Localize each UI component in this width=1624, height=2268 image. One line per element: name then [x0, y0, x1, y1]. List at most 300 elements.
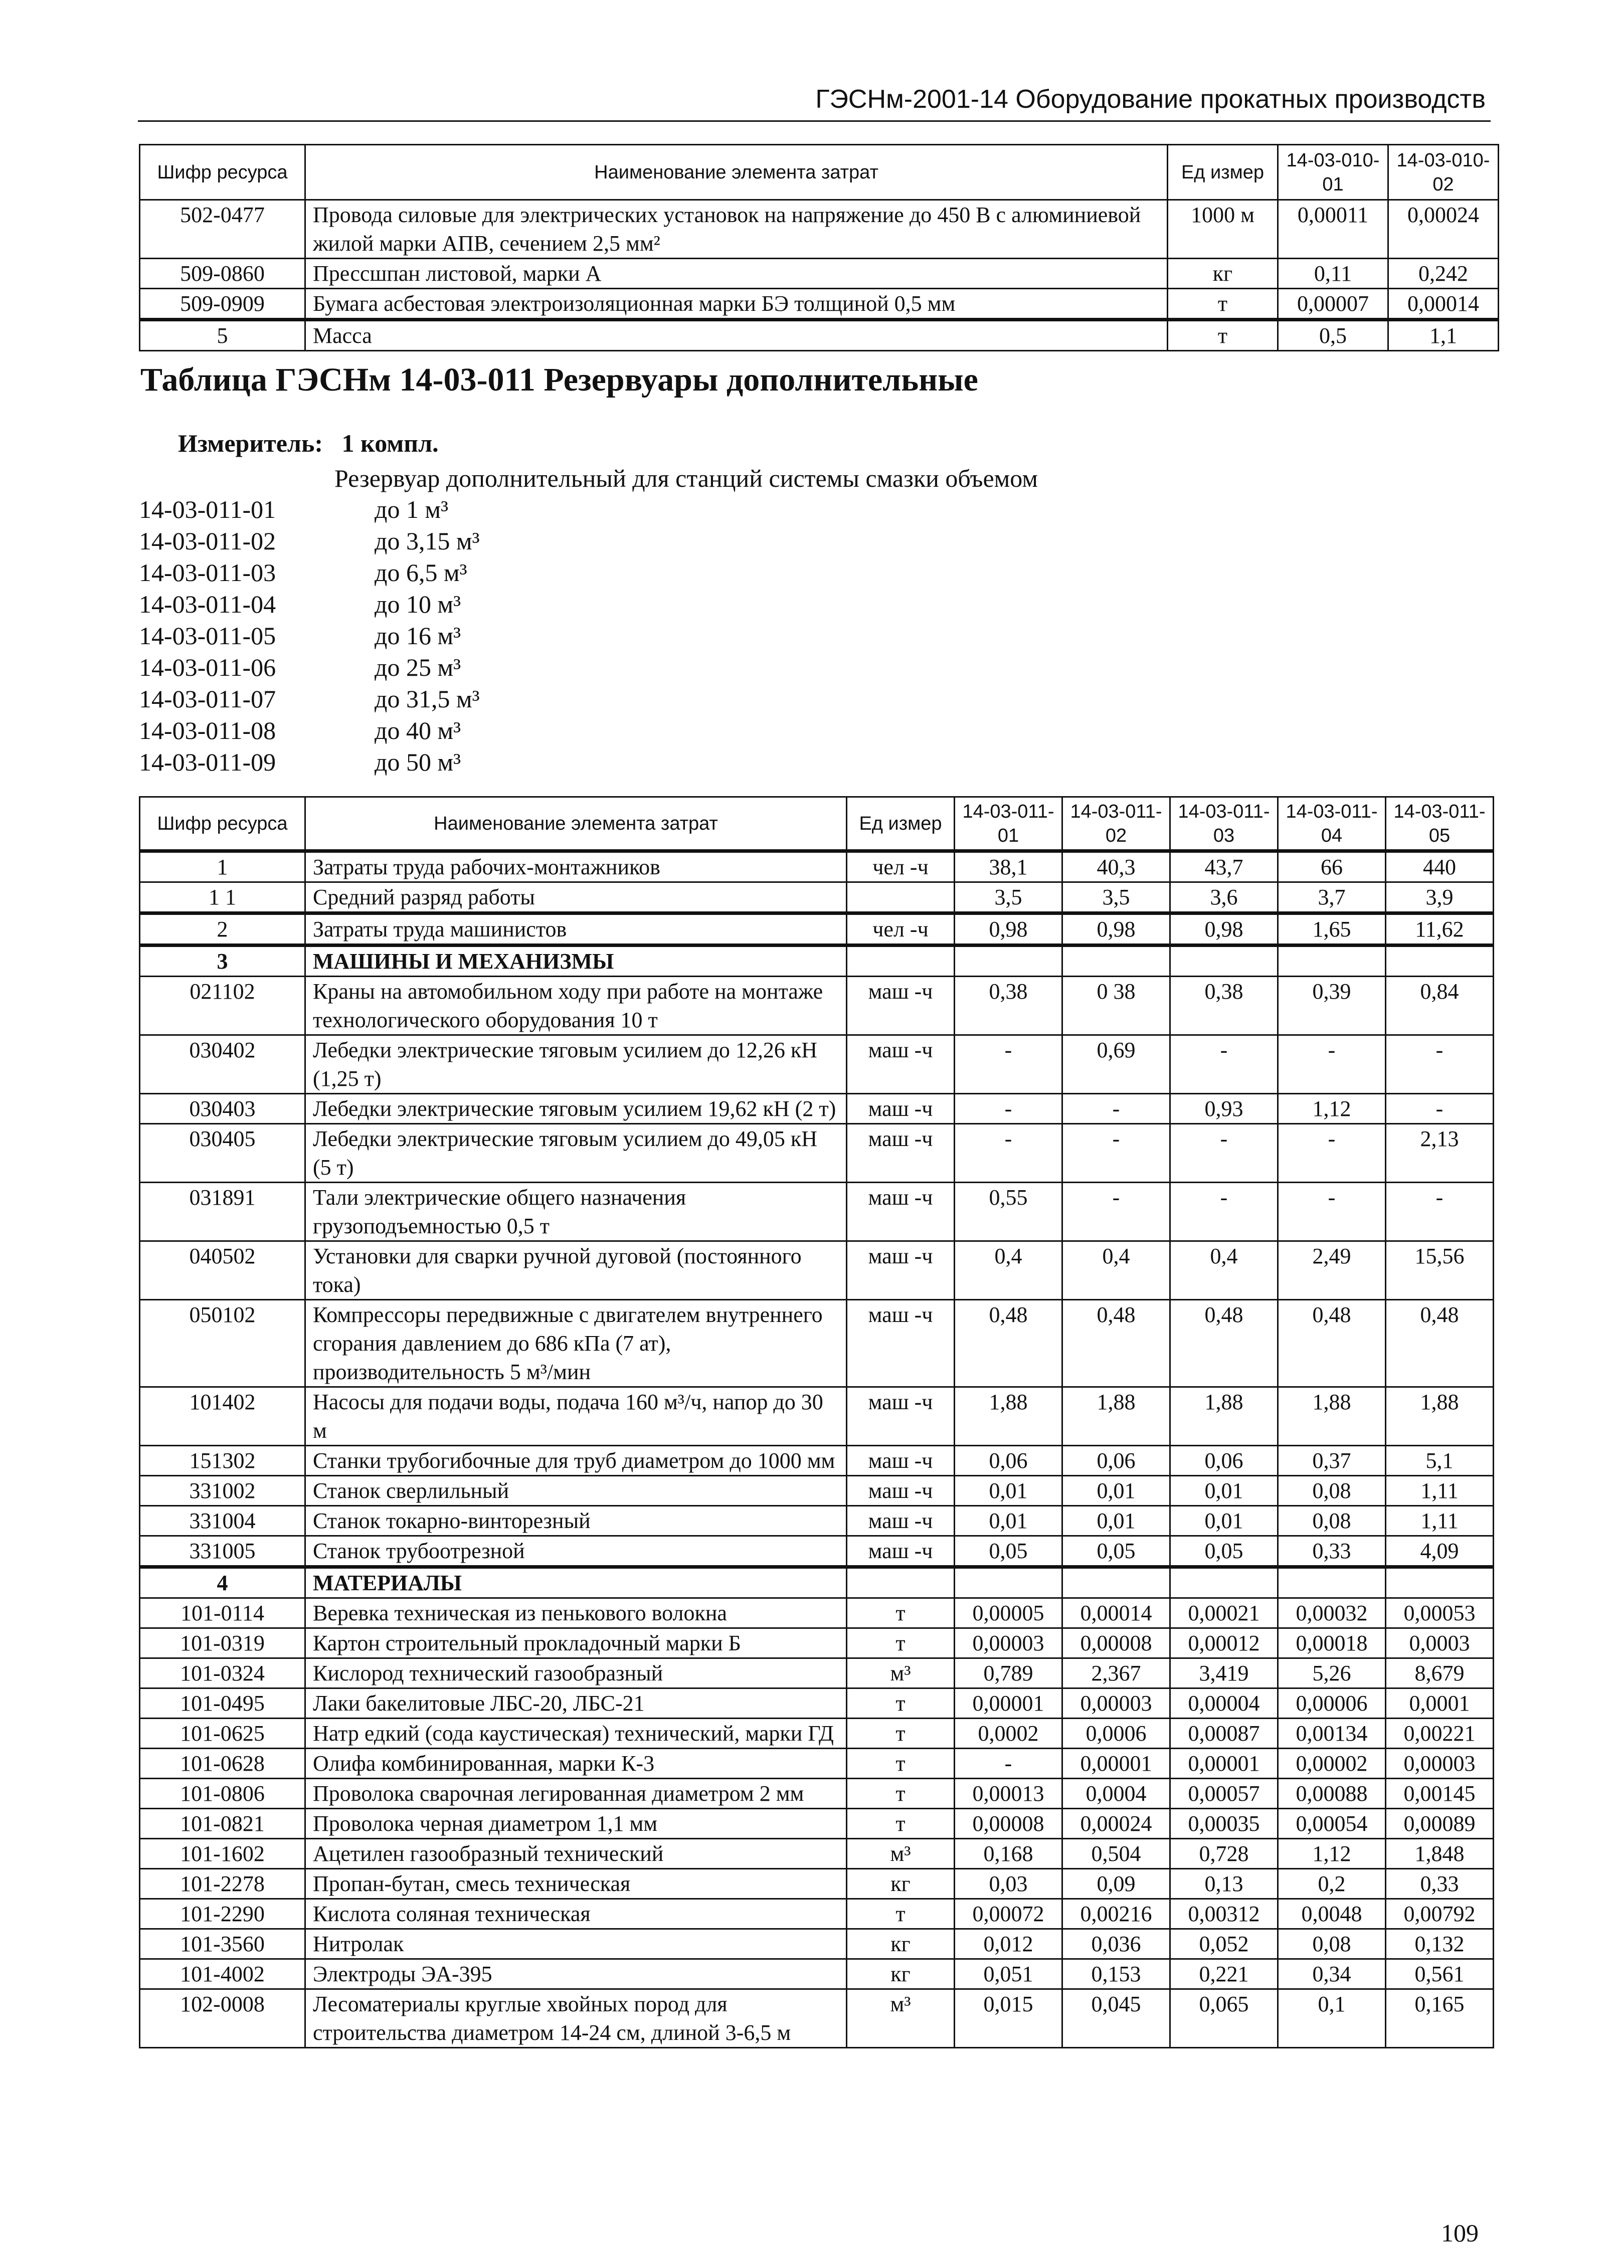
- resource-code-cell: 030403: [140, 1094, 305, 1124]
- value-cell: -: [1278, 1183, 1386, 1241]
- header-cell: 14-03-010-01: [1278, 145, 1388, 200]
- value-cell: [1062, 946, 1170, 977]
- value-cell: 0,00001: [955, 1688, 1062, 1719]
- unit-cell: маш -ч: [847, 1241, 955, 1300]
- value-cell: 0,0002: [955, 1719, 1062, 1749]
- value-cell: 1,65: [1278, 913, 1386, 946]
- value-cell: 0,05: [1062, 1536, 1170, 1567]
- resource-name-cell: Лебедки электрические тяговым усилием до 12,26 кН (1,25 т): [305, 1035, 847, 1094]
- resource-name-cell: Лебедки электрические тяговым усилием 19,62 кН (2 т): [305, 1094, 847, 1124]
- value-cell: 0,01: [955, 1476, 1062, 1506]
- header-cell: Ед измер: [847, 797, 955, 851]
- table-row: [140, 1719, 1494, 1749]
- value-cell: 0,00024: [1388, 200, 1499, 259]
- value-cell: 0,38: [955, 977, 1062, 1035]
- resource-code-cell: 102-0008: [140, 1989, 305, 2048]
- value-cell: 0,33: [1278, 1536, 1386, 1567]
- resource-table-010: [139, 144, 1499, 351]
- value-cell: 0,012: [955, 1929, 1062, 1959]
- resource-name-cell: Кислород технический газообразный: [305, 1658, 847, 1688]
- value-cell: 0,00014: [1388, 289, 1499, 320]
- value-cell: 0,00003: [1062, 1688, 1170, 1719]
- header-cell: Наименование элемента затрат: [305, 145, 1168, 200]
- value-cell: 0,561: [1386, 1959, 1494, 1989]
- resource-code-cell: 101-1602: [140, 1839, 305, 1869]
- unit-cell: т: [847, 1688, 955, 1719]
- value-cell: -: [1062, 1094, 1170, 1124]
- measure-line: [178, 429, 439, 458]
- variant-text: до 10 м³: [375, 590, 461, 618]
- unit-cell: маш -ч: [847, 977, 955, 1035]
- value-cell: 0,33: [1386, 1869, 1494, 1899]
- unit-cell: маш -ч: [847, 1387, 955, 1446]
- value-cell: 0,052: [1170, 1929, 1278, 1959]
- value-cell: 0,98: [955, 913, 1062, 946]
- value-cell: 440: [1386, 851, 1494, 882]
- table-row: [140, 1446, 1494, 1476]
- variant-text: до 40 м³: [375, 716, 461, 744]
- unit-cell: кг: [847, 1929, 955, 1959]
- resource-code-cell: 502-0477: [140, 200, 305, 259]
- resource-name-cell: Кислота соляная техническая: [305, 1899, 847, 1929]
- value-cell: 0,4: [1062, 1241, 1170, 1300]
- value-cell: 0,00001: [1062, 1749, 1170, 1779]
- value-cell: [1170, 946, 1278, 977]
- value-cell: 2,13: [1386, 1124, 1494, 1183]
- value-cell: 0,00013: [955, 1779, 1062, 1809]
- resource-name-cell: Средний разряд работы: [305, 882, 847, 913]
- value-cell: 4,09: [1386, 1536, 1494, 1567]
- resource-name-cell: Ацетилен газообразный технический: [305, 1839, 847, 1869]
- value-cell: 0,065: [1170, 1989, 1278, 2048]
- value-cell: 0,01: [955, 1506, 1062, 1536]
- variant-text: до 6,5 м³: [375, 558, 467, 587]
- value-cell: 0,00007: [1278, 289, 1388, 320]
- value-cell: 0,13: [1170, 1869, 1278, 1899]
- value-cell: 8,679: [1386, 1658, 1494, 1688]
- variant-code: 14-03-011-08: [139, 716, 276, 744]
- variant-code: 14-03-011-09: [139, 748, 276, 776]
- value-cell: 0,00216: [1062, 1899, 1170, 1929]
- unit-cell: т: [847, 1719, 955, 1749]
- value-cell: 0,0003: [1386, 1628, 1494, 1658]
- resource-name-cell: Картон строительный прокладочный марки Б: [305, 1628, 847, 1658]
- value-cell: 0,00072: [955, 1899, 1062, 1929]
- value-cell: 66: [1278, 851, 1386, 882]
- value-cell: 3,6: [1170, 882, 1278, 913]
- resource-code-cell: 509-0909: [140, 289, 305, 320]
- table-row: [140, 913, 1494, 946]
- value-cell: 0,48: [955, 1300, 1062, 1387]
- value-cell: 0,00792: [1386, 1899, 1494, 1929]
- resource-code-cell: 101-2290: [140, 1899, 305, 1929]
- variant-description: Резервуар дополнительный для станций системы смазки объемом: [334, 464, 1038, 492]
- resource-name-cell: Натр едкий (сода каустическая) технический, марки ГД: [305, 1719, 847, 1749]
- value-cell: -: [1386, 1094, 1494, 1124]
- header-cell: 14-03-011-04: [1278, 797, 1386, 851]
- value-cell: 0,036: [1062, 1929, 1170, 1959]
- value-cell: 0,168: [955, 1839, 1062, 1869]
- variant-item: [139, 715, 480, 746]
- value-cell: -: [1170, 1124, 1278, 1183]
- resource-code-cell: 101402: [140, 1387, 305, 1446]
- table-title: Таблица ГЭСНм 14-03-011 Резервуары дополнительные: [140, 361, 978, 398]
- value-cell: 0,00145: [1386, 1779, 1494, 1809]
- resource-name-cell: Лебедки электрические тяговым усилием до 49,05 кН (5 т): [305, 1124, 847, 1183]
- value-cell: 1,1: [1388, 320, 1499, 351]
- resource-code-cell: 101-3560: [140, 1929, 305, 1959]
- value-cell: 0,08: [1278, 1476, 1386, 1506]
- resource-code-cell: 331004: [140, 1506, 305, 1536]
- value-cell: 0,00089: [1386, 1809, 1494, 1839]
- value-cell: 0,1: [1278, 1989, 1386, 2048]
- table-row: [140, 1506, 1494, 1536]
- value-cell: 0,504: [1062, 1839, 1170, 1869]
- table-row: [140, 1959, 1494, 1989]
- unit-cell: маш -ч: [847, 1506, 955, 1536]
- unit-cell: т: [847, 1779, 955, 1809]
- header-cell: Ед измер: [1168, 145, 1278, 200]
- value-cell: 0,00011: [1278, 200, 1388, 259]
- value-cell: -: [1062, 1183, 1170, 1241]
- resource-code-cell: 101-0495: [140, 1688, 305, 1719]
- resource-code-cell: 101-0806: [140, 1779, 305, 1809]
- resource-name-cell: Прессшпан листовой, марки А: [305, 259, 1168, 289]
- resource-name-cell: Станки трубогибочные для труб диаметром до 1000 мм: [305, 1446, 847, 1476]
- value-cell: 40,3: [1062, 851, 1170, 882]
- unit-cell: [847, 946, 955, 977]
- value-cell: [955, 1567, 1062, 1598]
- table-row: [140, 259, 1499, 289]
- resource-code-cell: 331002: [140, 1476, 305, 1506]
- value-cell: 0,00018: [1278, 1628, 1386, 1658]
- value-cell: 0,00053: [1386, 1598, 1494, 1628]
- value-cell: 1,88: [1170, 1387, 1278, 1446]
- value-cell: -: [955, 1094, 1062, 1124]
- value-cell: 0,045: [1062, 1989, 1170, 2048]
- resource-name-cell: Станок сверлильный: [305, 1476, 847, 1506]
- value-cell: 0,242: [1388, 259, 1499, 289]
- value-cell: [1278, 946, 1386, 977]
- value-cell: 0,00004: [1170, 1688, 1278, 1719]
- value-cell: [1170, 1567, 1278, 1598]
- value-cell: 0,00003: [955, 1628, 1062, 1658]
- value-cell: 3,5: [1062, 882, 1170, 913]
- resource-name-cell: Масса: [305, 320, 1168, 351]
- value-cell: 15,56: [1386, 1241, 1494, 1300]
- variant-code: 14-03-011-05: [139, 622, 276, 650]
- variant-text: до 25 м³: [375, 653, 461, 681]
- table-row: [140, 1628, 1494, 1658]
- value-cell: 0,00021: [1170, 1598, 1278, 1628]
- resource-code-cell: 331005: [140, 1536, 305, 1567]
- resource-name-cell: Нитролак: [305, 1929, 847, 1959]
- resource-name-cell: Установки для сварки ручной дуговой (постоянного тока): [305, 1241, 847, 1300]
- resource-code-cell: 030402: [140, 1035, 305, 1094]
- value-cell: -: [1386, 1183, 1494, 1241]
- value-cell: 0,2: [1278, 1869, 1386, 1899]
- value-cell: 0,98: [1170, 913, 1278, 946]
- value-cell: 0,01: [1170, 1476, 1278, 1506]
- value-cell: 1,88: [1062, 1387, 1170, 1446]
- resource-name-cell: Олифа комбинированная, марки К-3: [305, 1749, 847, 1779]
- value-cell: 0,00008: [955, 1809, 1062, 1839]
- unit-cell: 1000 м: [1168, 200, 1278, 259]
- value-cell: 0,08: [1278, 1929, 1386, 1959]
- value-cell: 0,03: [955, 1869, 1062, 1899]
- unit-cell: маш -ч: [847, 1536, 955, 1567]
- table-row: [140, 1035, 1494, 1094]
- value-cell: 0,34: [1278, 1959, 1386, 1989]
- value-cell: 0,153: [1062, 1959, 1170, 1989]
- table-row: [140, 1809, 1494, 1839]
- table-row: [140, 1929, 1494, 1959]
- unit-cell: [847, 882, 955, 913]
- resource-code-cell: 1: [140, 851, 305, 882]
- resource-code-cell: 040502: [140, 1241, 305, 1300]
- value-cell: 0,00003: [1386, 1749, 1494, 1779]
- value-cell: 0,00032: [1278, 1598, 1386, 1628]
- resource-name-cell: Лесоматериалы круглые хвойных пород для строительства диаметром 14-24 см, длиной 3-6,5 м: [305, 1989, 847, 2048]
- variant-text: до 3,15 м³: [375, 527, 480, 555]
- value-cell: [1386, 1567, 1494, 1598]
- value-cell: 5,1: [1386, 1446, 1494, 1476]
- value-cell: 0,0001: [1386, 1688, 1494, 1719]
- value-cell: 3,7: [1278, 882, 1386, 913]
- value-cell: 0,01: [1062, 1506, 1170, 1536]
- value-cell: 0,09: [1062, 1869, 1170, 1899]
- unit-cell: м³: [847, 1658, 955, 1688]
- variant-item: [139, 589, 480, 620]
- value-cell: 3,9: [1386, 882, 1494, 913]
- value-cell: 0,00312: [1170, 1899, 1278, 1929]
- unit-cell: м³: [847, 1989, 955, 2048]
- value-cell: 0,06: [955, 1446, 1062, 1476]
- value-cell: [1062, 1567, 1170, 1598]
- header-cell: Шифр ресурса: [140, 797, 305, 851]
- value-cell: 0,00057: [1170, 1779, 1278, 1809]
- value-cell: 38,1: [955, 851, 1062, 882]
- resource-code-cell: 1 1: [140, 882, 305, 913]
- resource-name-cell: Проволока черная диаметром 1,1 мм: [305, 1809, 847, 1839]
- resource-table-011: [139, 796, 1494, 2048]
- unit-cell: кг: [847, 1869, 955, 1899]
- value-cell: 0,00221: [1386, 1719, 1494, 1749]
- value-cell: 1,88: [1386, 1387, 1494, 1446]
- unit-cell: т: [847, 1598, 955, 1628]
- table-row: [140, 1241, 1494, 1300]
- value-cell: 1,11: [1386, 1506, 1494, 1536]
- table-row: [140, 1989, 1494, 2048]
- table-row: [140, 1094, 1494, 1124]
- variant-item: [139, 683, 480, 715]
- value-cell: 3,419: [1170, 1658, 1278, 1688]
- value-cell: 0,0048: [1278, 1899, 1386, 1929]
- value-cell: 0,132: [1386, 1929, 1494, 1959]
- value-cell: 43,7: [1170, 851, 1278, 882]
- resource-name-cell: МАШИНЫ И МЕХАНИЗМЫ: [305, 946, 847, 977]
- table-row: [140, 1183, 1494, 1241]
- value-cell: 0,00134: [1278, 1719, 1386, 1749]
- unit-cell: маш -ч: [847, 1094, 955, 1124]
- value-cell: 1,12: [1278, 1094, 1386, 1124]
- value-cell: 0,00035: [1170, 1809, 1278, 1839]
- value-cell: 0,06: [1170, 1446, 1278, 1476]
- value-cell: -: [1278, 1124, 1386, 1183]
- unit-cell: т: [1168, 289, 1278, 320]
- section-row: [140, 1567, 1494, 1598]
- value-cell: 0,221: [1170, 1959, 1278, 1989]
- unit-cell: т: [847, 1899, 955, 1929]
- value-cell: 11,62: [1386, 913, 1494, 946]
- resource-code-cell: 101-0114: [140, 1598, 305, 1628]
- table-row: [140, 200, 1499, 259]
- table-row: [140, 1124, 1494, 1183]
- running-header: [138, 75, 1491, 122]
- variant-item: [139, 746, 480, 778]
- variant-item: [139, 620, 480, 652]
- table-row: [140, 1688, 1494, 1719]
- value-cell: -: [1386, 1035, 1494, 1094]
- value-cell: 1,11: [1386, 1476, 1494, 1506]
- unit-cell: маш -ч: [847, 1446, 955, 1476]
- value-cell: 0,165: [1386, 1989, 1494, 2048]
- value-cell: 0,00054: [1278, 1809, 1386, 1839]
- value-cell: 0,98: [1062, 913, 1170, 946]
- resource-name-cell: Затраты труда рабочих-монтажников: [305, 851, 847, 882]
- header-cell: 14-03-011-02: [1062, 797, 1170, 851]
- resource-code-cell: 101-0324: [140, 1658, 305, 1688]
- variant-code: 14-03-011-01: [139, 495, 276, 523]
- value-cell: [955, 946, 1062, 977]
- resource-code-cell: 101-0625: [140, 1719, 305, 1749]
- unit-cell: маш -ч: [847, 1035, 955, 1094]
- value-cell: 0,4: [955, 1241, 1062, 1300]
- resource-code-cell: 101-0628: [140, 1749, 305, 1779]
- resource-code-cell: 101-0319: [140, 1628, 305, 1658]
- table-row: [140, 1779, 1494, 1809]
- variant-text: до 50 м³: [375, 748, 461, 776]
- value-cell: -: [955, 1124, 1062, 1183]
- value-cell: 0,93: [1170, 1094, 1278, 1124]
- resource-name-cell: Проволока сварочная легированная диаметром 2 мм: [305, 1779, 847, 1809]
- value-cell: -: [955, 1035, 1062, 1094]
- header-cell: 14-03-011-05: [1386, 797, 1494, 851]
- variant-list: [139, 494, 480, 778]
- variant-item: [139, 525, 480, 557]
- value-cell: -: [1170, 1035, 1278, 1094]
- resource-name-cell: Бумага асбестовая электроизоляционная марки БЭ толщиной 0,5 мм: [305, 289, 1168, 320]
- variant-text: до 31,5 м³: [375, 685, 480, 713]
- value-cell: 0,08: [1278, 1506, 1386, 1536]
- value-cell: 0,5: [1278, 320, 1388, 351]
- value-cell: 0,0004: [1062, 1779, 1170, 1809]
- value-cell: 0,06: [1062, 1446, 1170, 1476]
- header-cell: Наименование элемента затрат: [305, 797, 847, 851]
- value-cell: 0 38: [1062, 977, 1170, 1035]
- variant-item: [139, 652, 480, 683]
- unit-cell: кг: [1168, 259, 1278, 289]
- table-row: [140, 289, 1499, 320]
- variant-code: 14-03-011-02: [139, 527, 276, 555]
- resource-name-cell: Пропан-бутан, смесь техническая: [305, 1869, 847, 1899]
- value-cell: 0,00006: [1278, 1688, 1386, 1719]
- value-cell: 0,38: [1170, 977, 1278, 1035]
- value-cell: 0,0006: [1062, 1719, 1170, 1749]
- unit-cell: маш -ч: [847, 1476, 955, 1506]
- value-cell: 2,367: [1062, 1658, 1170, 1688]
- variant-text: до 1 м³: [375, 495, 449, 523]
- resource-name-cell: Компрессоры передвижные с двигателем внутреннего сгорания давлением до 686 кПа (7 ат), производительность 5 м³/мин: [305, 1300, 847, 1387]
- resource-name-cell: Веревка техническая из пенькового волокна: [305, 1598, 847, 1628]
- value-cell: 0,05: [955, 1536, 1062, 1567]
- table-row: [140, 1899, 1494, 1929]
- value-cell: 1,88: [1278, 1387, 1386, 1446]
- header-cell: 14-03-010-02: [1388, 145, 1499, 200]
- value-cell: 1,88: [955, 1387, 1062, 1446]
- table-row: [140, 1869, 1494, 1899]
- resource-code-cell: 101-2278: [140, 1869, 305, 1899]
- value-cell: [1278, 1567, 1386, 1598]
- value-cell: 0,37: [1278, 1446, 1386, 1476]
- table-row: [140, 882, 1494, 913]
- value-cell: 0,4: [1170, 1241, 1278, 1300]
- value-cell: 1,12: [1278, 1839, 1386, 1869]
- table-row: [140, 1536, 1494, 1567]
- header-cell: 14-03-011-01: [955, 797, 1062, 851]
- unit-cell: чел -ч: [847, 913, 955, 946]
- unit-cell: маш -ч: [847, 1300, 955, 1387]
- value-cell: 0,48: [1386, 1300, 1494, 1387]
- table-row: [140, 1476, 1494, 1506]
- value-cell: 5,26: [1278, 1658, 1386, 1688]
- table-row: [140, 977, 1494, 1035]
- resource-name-cell: Затраты труда машинистов: [305, 913, 847, 946]
- value-cell: 0,00005: [955, 1598, 1062, 1628]
- value-cell: 0,69: [1062, 1035, 1170, 1094]
- page-number: 109: [1441, 2219, 1479, 2247]
- value-cell: 3,5: [955, 882, 1062, 913]
- value-cell: 0,01: [1062, 1476, 1170, 1506]
- table-header-row: [140, 797, 1494, 851]
- resource-code-cell: 509-0860: [140, 259, 305, 289]
- measure-label: Измеритель:: [178, 429, 323, 457]
- variant-code: 14-03-011-04: [139, 590, 276, 618]
- table-row: [140, 1300, 1494, 1387]
- table-header-row: [140, 145, 1499, 200]
- variant-item: [139, 557, 480, 589]
- resource-code-cell: 030405: [140, 1124, 305, 1183]
- value-cell: -: [955, 1749, 1062, 1779]
- measure-value: 1 компл.: [341, 429, 439, 457]
- resource-code-cell: 021102: [140, 977, 305, 1035]
- section-row: [140, 946, 1494, 977]
- resource-code-cell: 5: [140, 320, 305, 351]
- value-cell: 0,48: [1062, 1300, 1170, 1387]
- unit-cell: т: [1168, 320, 1278, 351]
- value-cell: 0,05: [1170, 1536, 1278, 1567]
- resource-name-cell: Электроды ЭА-395: [305, 1959, 847, 1989]
- header-cell: 14-03-011-03: [1170, 797, 1278, 851]
- table-row: [140, 1387, 1494, 1446]
- unit-cell: [847, 1567, 955, 1598]
- value-cell: 0,051: [955, 1959, 1062, 1989]
- value-cell: 0,84: [1386, 977, 1494, 1035]
- resource-code-cell: 031891: [140, 1183, 305, 1241]
- resource-name-cell: Станок токарно-винторезный: [305, 1506, 847, 1536]
- value-cell: 0,39: [1278, 977, 1386, 1035]
- unit-cell: кг: [847, 1959, 955, 1989]
